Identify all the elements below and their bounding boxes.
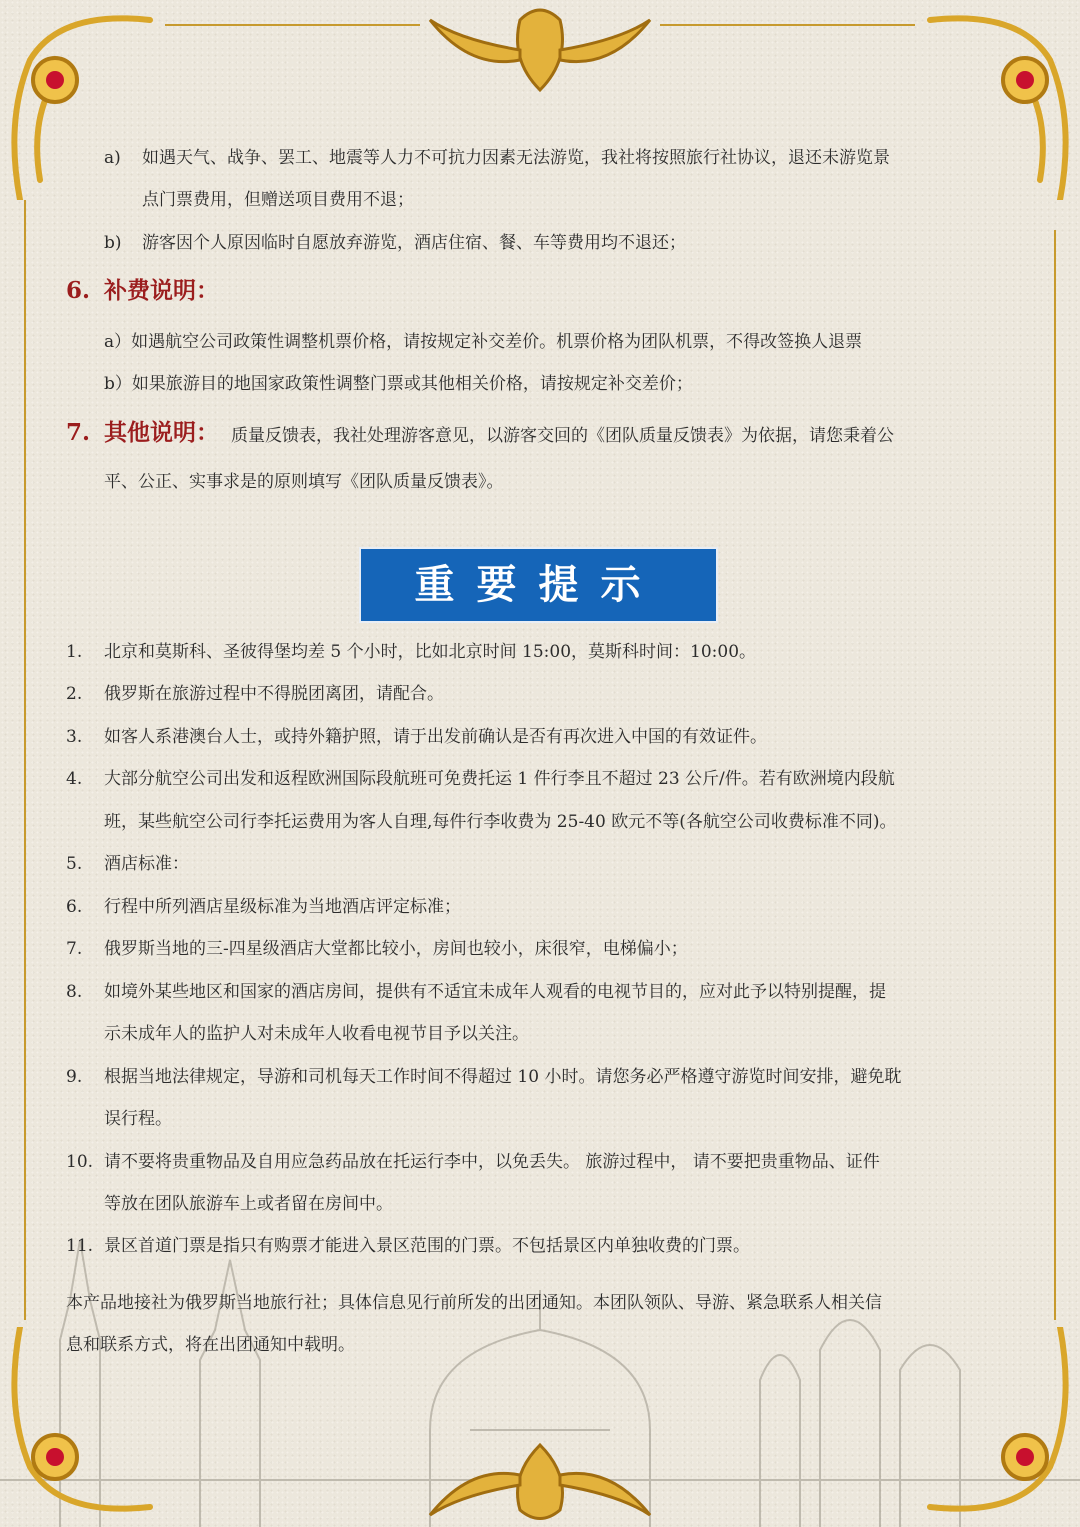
- section-7-heading: [66, 418, 219, 448]
- section-6-title: 补费说明：: [104, 277, 219, 304]
- tip-number: 7.: [66, 939, 83, 959]
- tip-number: 4.: [66, 769, 83, 789]
- tip-number: 9.: [66, 1067, 83, 1087]
- clause-a-line-1: 如遇天气、战争、罢工、地震等人力不可抗力因素无法游览，我社将按照旅行社协议，退还未游览景: [142, 148, 890, 168]
- list-marker-b: b): [104, 233, 122, 253]
- section-6-heading: [66, 276, 219, 306]
- section-6-number: 6.: [66, 277, 91, 304]
- important-notice-banner: 重要提示: [359, 547, 718, 623]
- list-marker-a: a): [104, 148, 121, 168]
- tip-line: 俄罗斯在旅游过程中不得脱团离团，请配合。: [104, 684, 444, 704]
- section-7-line-2: 平、公正、实事求是的原则填写《团队质量反馈表》。: [104, 472, 504, 492]
- gold-corner-ornament-top-left: [0, 0, 160, 200]
- gold-corner-ornament-bottom-right: [920, 1327, 1080, 1527]
- tip-number: 8.: [66, 982, 83, 1002]
- frame-top-line: [660, 24, 915, 26]
- tip-line: 北京和莫斯科、圣彼得堡均差 5 个小时，比如北京时间 15:00，莫斯科时间：10:00。: [104, 642, 757, 662]
- frame-left-line: [24, 200, 26, 1320]
- tip-number: 6.: [66, 897, 83, 917]
- gold-bottom-center-ornament: [420, 1440, 660, 1527]
- tip-line-continued: 等放在团队旅游车上或者留在房间中。: [104, 1194, 393, 1214]
- footer-line-2: 息和联系方式，将在出团通知中载明。: [66, 1335, 355, 1355]
- tip-line: 如客人系港澳台人士，或持外籍护照，请于出发前确认是否有再次进入中国的有效证件。: [104, 727, 767, 747]
- tip-number: 3.: [66, 727, 83, 747]
- tip-line: 大部分航空公司出发和返程欧洲国际段航班可免费托运 1 件行李且不超过 23 公斤/件。若有欧洲境内段航: [104, 769, 895, 789]
- gold-top-center-ornament: [420, 0, 660, 95]
- gold-corner-ornament-top-right: [920, 0, 1080, 200]
- tip-line: 根据当地法律规定，导游和司机每天工作时间不得超过 10 小时。请您务必严格遵守游览时间安排，避免耽: [104, 1067, 902, 1087]
- section-7-number: 7.: [66, 419, 91, 446]
- tip-line: 如境外某些地区和国家的酒店房间，提供有不适宜未成年人观看的电视节目的，应对此予以特别提醒，提: [104, 982, 886, 1002]
- footer-line-1: 本产品地接社为俄罗斯当地旅行社；具体信息见行前所发的出团通知。本团队领队、导游、紧急联系人相关信: [66, 1293, 882, 1313]
- frame-right-line: [1054, 230, 1056, 1320]
- tip-line: 请不要将贵重物品及自用应急药品放在托运行李中，以免丢失。 旅游过程中， 请不要把贵重物品、证件: [104, 1152, 880, 1172]
- frame-top-line: [165, 24, 420, 26]
- tip-number: 11.: [66, 1236, 94, 1256]
- clause-b-line-1: 游客因个人原因临时自愿放弃游览，酒店住宿、餐、车等费用均不退还；: [142, 233, 686, 253]
- section-6-item-b: b）如果旅游目的地国家政策性调整门票或其他相关价格，请按规定补交差价；: [104, 374, 693, 394]
- tip-line: 行程中所列酒店星级标准为当地酒店评定标准；: [104, 897, 461, 917]
- clause-a-line-2: 点门票费用，但赠送项目费用不退；: [142, 190, 414, 210]
- gold-corner-ornament-bottom-left: [0, 1327, 160, 1527]
- tip-line-continued: 误行程。: [104, 1109, 172, 1129]
- section-7-title: 其他说明：: [104, 419, 219, 446]
- tip-number: 1.: [66, 642, 83, 662]
- tip-line-continued: 班，某些航空公司行李托运费用为客人自理,每件行李收费为 25-40 欧元不等(各航空公司收费标准不同)。: [104, 812, 897, 832]
- tip-line: 景区首道门票是指只有购票才能进入景区范围的门票。不包括景区内单独收费的门票。: [104, 1236, 750, 1256]
- tip-line: 酒店标准：: [104, 854, 189, 874]
- section-6-item-a: a）如遇航空公司政策性调整机票价格，请按规定补交差价。机票价格为团队机票，不得改签换人退票: [104, 332, 863, 352]
- tip-number: 10.: [66, 1152, 94, 1172]
- tip-number: 2.: [66, 684, 83, 704]
- section-7-line-1: 质量反馈表，我社处理游客意见，以游客交回的《团队质量反馈表》为依据，请您秉着公: [231, 426, 894, 446]
- tip-number: 5.: [66, 854, 83, 874]
- tip-line-continued: 示未成年人的监护人对未成年人收看电视节目予以关注。: [104, 1024, 529, 1044]
- tip-line: 俄罗斯当地的三-四星级酒店大堂都比较小，房间也较小，床很窄，电梯偏小；: [104, 939, 688, 959]
